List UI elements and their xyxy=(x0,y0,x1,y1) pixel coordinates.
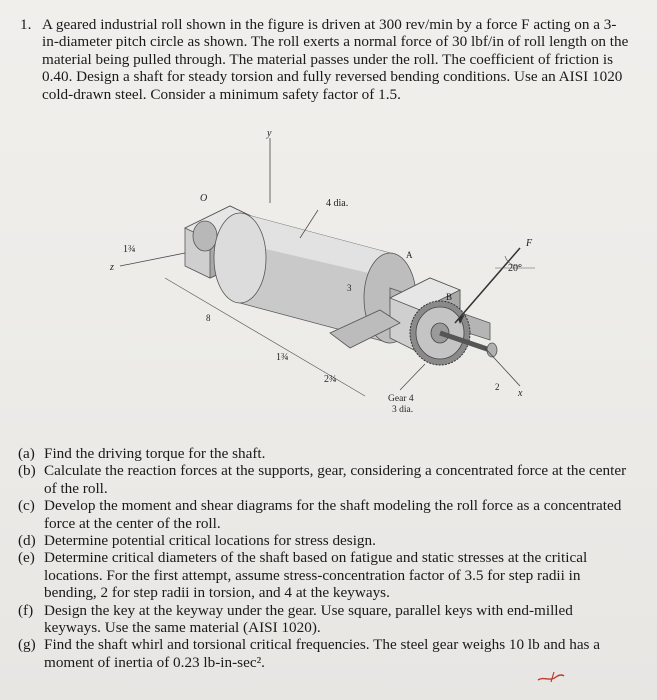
roll-shaft-figure xyxy=(90,128,560,428)
dim-1-75-bottom: 1¾ xyxy=(276,352,289,363)
force-f-arrow xyxy=(455,248,520,323)
figure-drawing xyxy=(90,128,560,428)
dim-1-75-left: 1¾ xyxy=(123,244,136,255)
point-a-label: A xyxy=(406,250,413,260)
angle-label: 20° xyxy=(508,263,522,274)
part-c: (c) Develop the moment and shear diagrams for the shaft modeling the roll force as a concentrated force at the center of the roll. xyxy=(18,497,622,532)
gear-label-line2: 3 dia. xyxy=(392,405,414,415)
z-axis-label: z xyxy=(110,262,114,273)
part-b: (b) Calculate the reaction forces at the supports, gear, considering a concentrated force at the center of the roll. xyxy=(18,462,627,497)
problem-statement xyxy=(20,16,630,103)
y-axis-label: y xyxy=(267,128,272,139)
dim-3-label: 3 xyxy=(347,283,352,293)
handwritten-mark xyxy=(536,670,566,684)
part-g: (g) Find the shaft whirl and torsional critical frequencies. The steel gear weighs 10 lb and has a moment of inertia of 0.23 lb-in-sec². xyxy=(18,636,601,671)
point-o-label: O xyxy=(200,193,208,204)
dim-2-label: 2 xyxy=(495,382,500,392)
x-axis-line xyxy=(485,348,520,386)
part-e: (e) Determine critical diameters of the shaft based on fatigue and static stresses at the critical locations. For the first attempt, assume stress-concentration factor of 3.5 for step radii in bending, 2 for step radii in torsion, and 4 at the keyways. xyxy=(18,549,588,602)
question-parts xyxy=(18,445,630,671)
part-f: (f) Design the key at the keyway under the gear. Use square, parallel keys with end-milled keyways. Use the same material (AISI 1020). xyxy=(18,601,573,637)
part-a: (a) Find the driving torque for the shaft. xyxy=(18,445,266,462)
dim-8-label: 8 xyxy=(206,313,211,323)
x-axis-label: x xyxy=(518,388,523,399)
gear-label-line1: Gear 4 xyxy=(388,394,414,404)
part-d: (d) Determine potential critical locations for stress design. xyxy=(18,532,376,550)
problem-number: 1. xyxy=(20,16,32,33)
dim-2-75: 2¾ xyxy=(324,374,337,385)
force-f-label: F xyxy=(526,238,533,249)
problem-text: A geared industrial roll shown in the figure is driven at 300 rev/min by a force F acting on a 3-in-diameter pitch circle as shown. The roll exerts a normal force of 30 lbf/in of roll length on the material being pulled through. The material passes under the roll. The coefficient of friction is 0.40. Design a shaft for steady torsion and fully reversed bending conditions. Use an AISI 1020 cold-drawn steel. Consider a minimum safety factor of 1.5. xyxy=(42,16,629,103)
point-b-label: B xyxy=(446,292,453,302)
roll-dia-label: 4 dia. xyxy=(326,198,349,209)
